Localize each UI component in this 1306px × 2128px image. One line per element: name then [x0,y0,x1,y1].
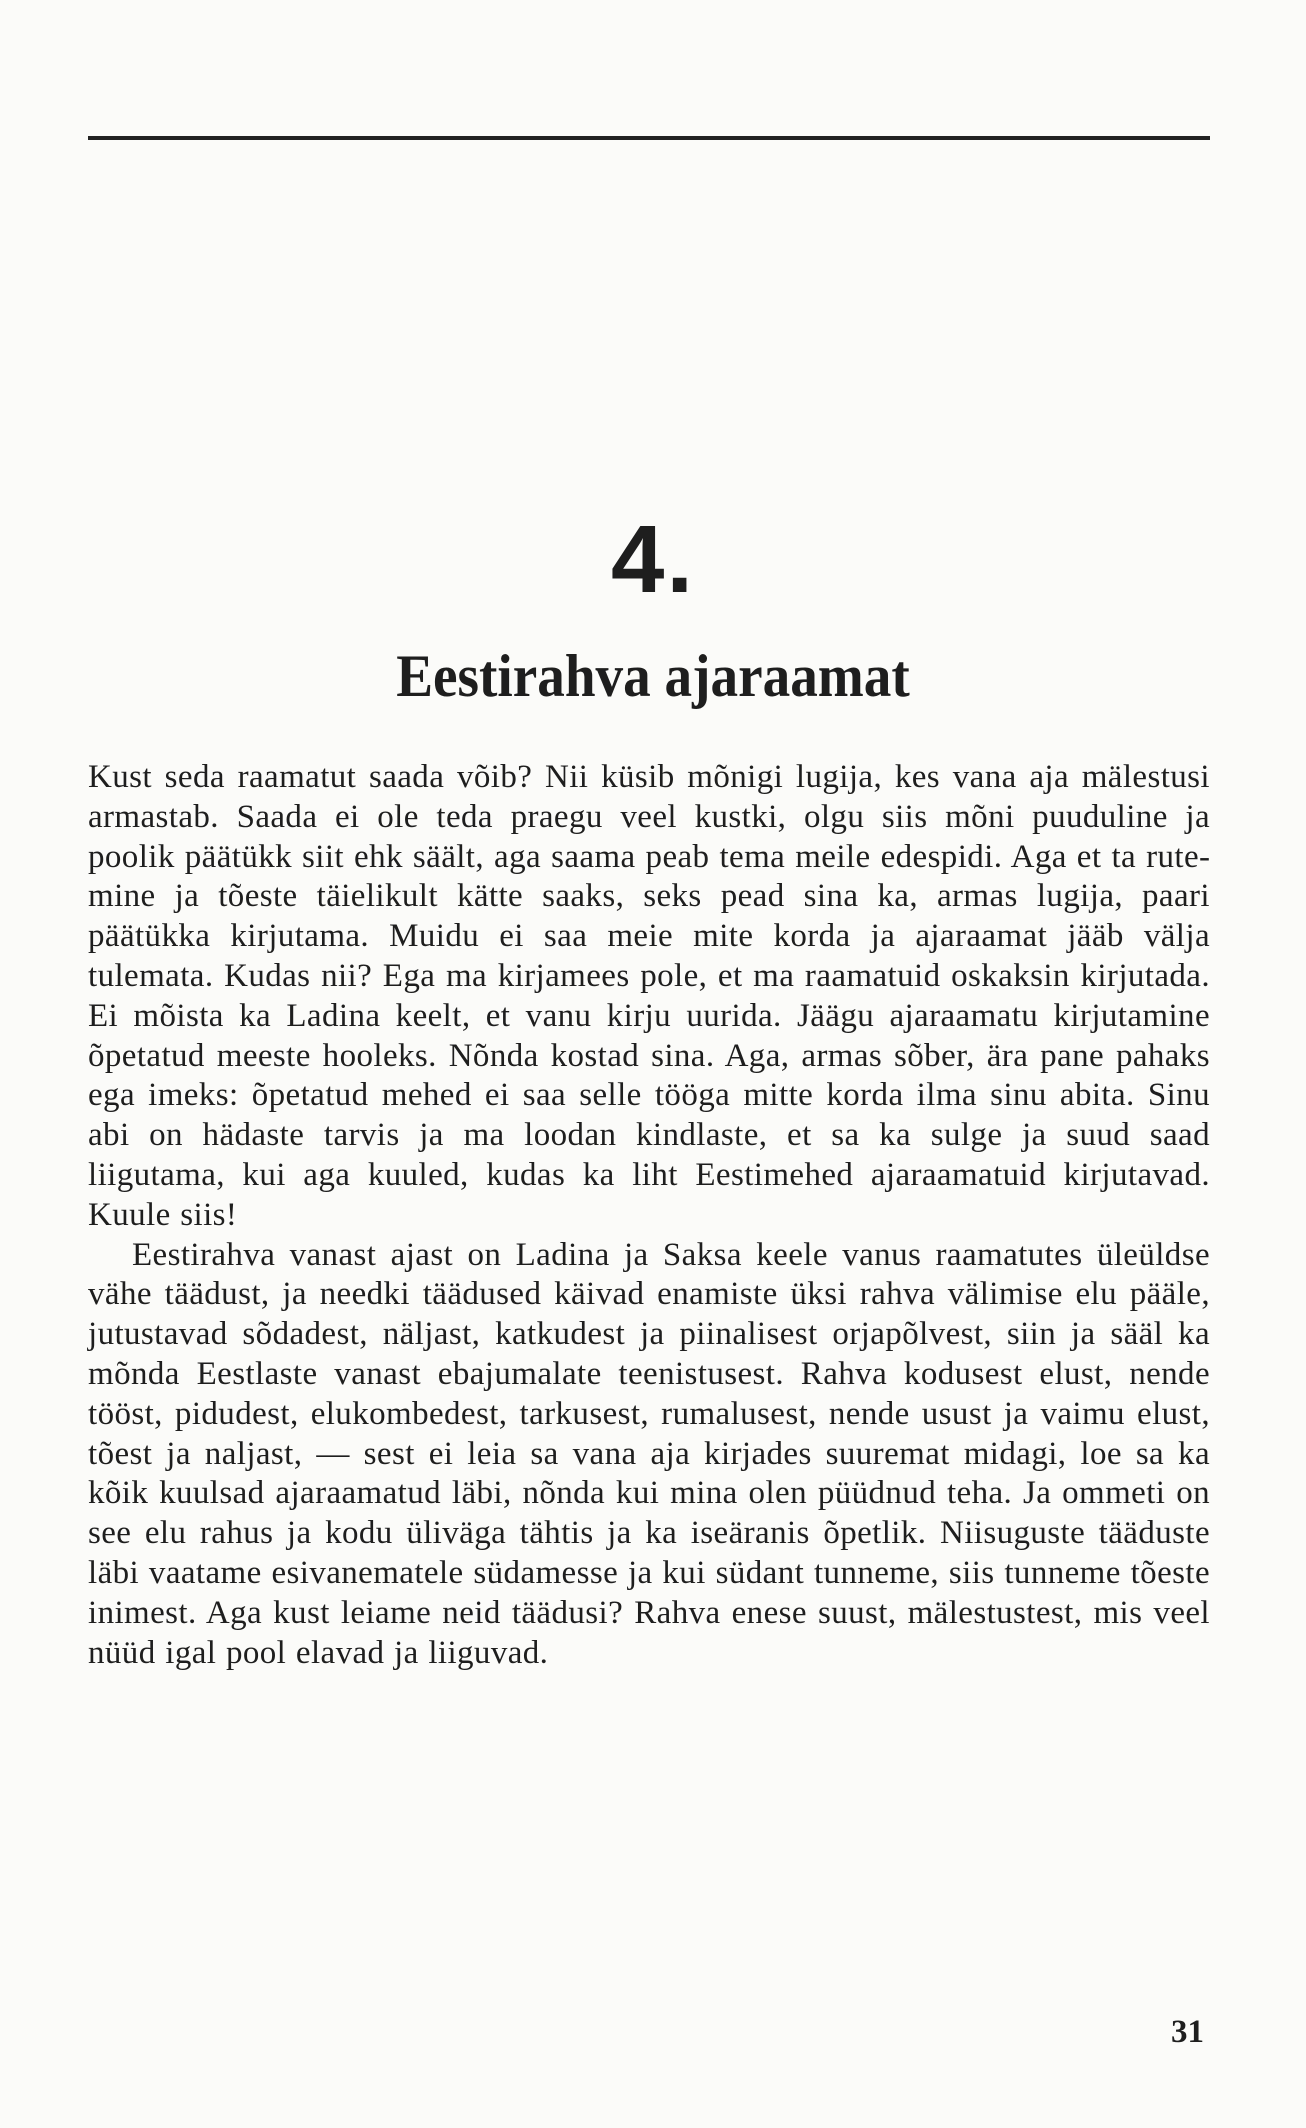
header-rule [88,136,1210,140]
paragraph-2: Eestirahva vanast ajast on Ladina ja Saksa keele vanus raamatutes üleüldse vähe täädust, ja needki täädused käivad enamiste üksi rahva välimise elu pääle, jutustavad sõdadest, näljast, katkudest ja piinalisest orjapõlvest, siin ja sääl ka mõnda Eestlaste vanast ebajumalate teenistusest. Rahva kodusest elust, nende tööst, pidudest, elukombedest, tarkusest, rumalusest, nende usust ja vaimu elust, tõest ja naljast, — sest ei leia sa vana aja kirjades suuremat midagi, loe sa ka kõik kuulsad ajaraamatud läbi, nõnda kui mina olen püüdnud teha. Ja ommeti on see elu rahus ja kodu üliväga tähtis ja ka iseäranis õpetlik. Niisuguste tääduste läbi vaatame esivanematele südamesse ja kui südant tunneme, siis tunneme tõeste inimest. Aga kust leiame neid täädusi? Rahva enese suust, mälestustest, mis veel nüüd igal pool elavad ja liiguvad. [88,1236,1210,1671]
chapter-title: Eestirahva ajaraamat [396,643,910,709]
page-number: 31 [1171,2014,1204,2050]
paragraph-1: Kust seda raamatut saada võib? Nii küsib mõnigi lugija, kes vana aja mälestusi armastab. Saada ei ole teda praegu veel kustki, olgu siis mõni puuduline ja poolik päätükk siit ehk säält, aga saama peab tema meile edespidi. Aga et ta rutemine ja tõeste täielikult kätte saaks, seks pead sina ka, armas lugija, paari päätükka kirjutama. Muidu ei saa meie mite korda ja ajaraamat jääb välja tulemata. Kudas nii? Ega ma kirjamees pole, et ma raamatuid oskaksin kirjutada. Ei mõista ka Ladina keelt, et vanu kirju uurida. Jäägu ajaraamatu kirjutamine õpetatud meeste hooleks. Nõnda kostad sina. Aga, armas sõber, ära pane pahaks ega imeks: õpetatud mehed ei saa selle tööga mitte korda ilma sinu abita. Sinu abi on hädaste tarvis ja ma loodan kindlaste, et sa ka sulge ja suud saad liigutama, kui aga kuuled, kudas ka liht Eestimehed ajaraamatuid kirjutavad. Kuule siis! [88,759,1210,1233]
chapter-number: 4. [610,506,696,613]
body-text [88,758,1210,1673]
